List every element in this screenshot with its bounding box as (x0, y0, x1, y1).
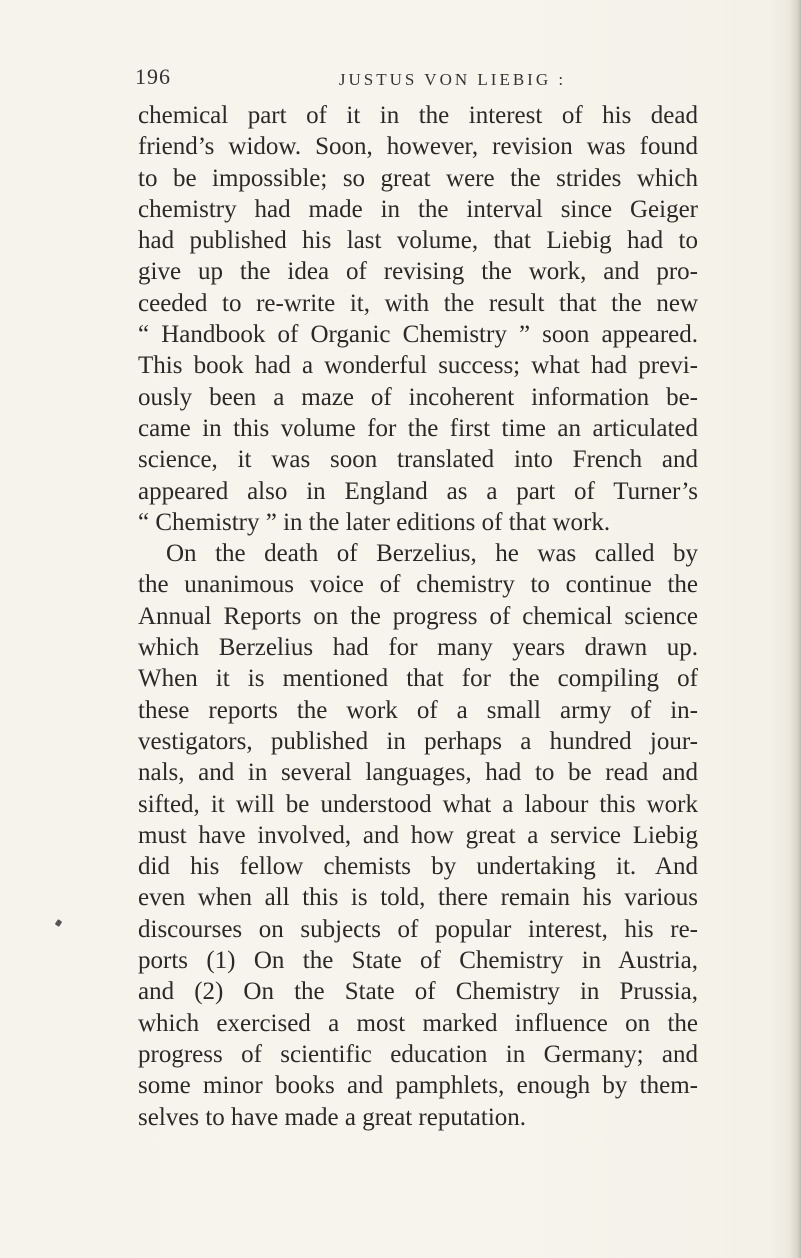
text-line: nals, and in several languages, had to be read and (138, 759, 698, 787)
text-line: even when all this is told, there remain his various (138, 884, 698, 912)
text-line: ports (1) On the State of Chemistry in Austria, (138, 947, 698, 975)
page-edge-shadow (789, 0, 801, 1258)
text-line: ceeded to re-write it, with the result that the new (138, 289, 698, 317)
running-head: JUSTUS VON LIEBIG : (338, 70, 567, 89)
text-line: progress of scientific education in Germany; and (138, 1040, 698, 1068)
text-line: chemical part of it in the interest of his dead (138, 102, 698, 129)
page-header (135, 64, 695, 104)
text-line: “ Chemistry ” in the later editions of that work. (138, 508, 611, 536)
text-line: had published his last volume, that Liebig had to (138, 227, 698, 255)
paragraph-start-line: On the death of Berzelius, he was called by (166, 540, 698, 568)
text-line: some minor books and pamphlets, enough by them- (138, 1072, 698, 1100)
text-line: This book had a wonderful success; what had previ- (138, 352, 698, 380)
ink-speck (55, 919, 63, 927)
page-number: 196 (135, 64, 171, 89)
text-line: friend’s widow. Soon, however, revision was found (138, 133, 698, 161)
text-line: give up the idea of revising the work, and pro- (138, 258, 698, 286)
text-line: “ Handbook of Organic Chemistry ” soon appeared. (138, 321, 698, 349)
text-line: discourses on subjects of popular interest, his re- (138, 915, 698, 943)
body-text (138, 100, 698, 1133)
text-line: which exercised a most marked influence on the (138, 1009, 698, 1037)
text-line: and (2) On the State of Chemistry in Prussia, (138, 978, 698, 1006)
text-line: Annual Reports on the progress of chemical science (138, 602, 698, 630)
text-line: ously been a maze of incoherent information be- (138, 383, 698, 411)
text-line: sifted, it will be understood what a labour this work (138, 790, 698, 818)
text-line: appeared also in England as a part of Turner’s (138, 477, 698, 505)
text-line: science, it was soon translated into French and (138, 446, 698, 474)
text-line: When it is mentioned that for the compiling of (138, 665, 698, 693)
text-line: came in this volume for the first time an articulated (138, 414, 698, 442)
text-line: selves to have made a great reputation. (138, 1103, 527, 1131)
text-line: to be impossible; so great were the strides which (138, 164, 698, 192)
text-line: vestigators, published in perhaps a hundred jour- (138, 727, 698, 755)
text-line: must have involved, and how great a service Liebig (138, 821, 698, 849)
text-line: chemistry had made in the interval since Geiger (138, 195, 698, 223)
text-line: which Berzelius had for many years drawn up. (138, 634, 698, 662)
text-line: the unanimous voice of chemistry to continue the (138, 571, 698, 599)
text-line: these reports the work of a small army of in- (138, 696, 698, 724)
text-line: did his fellow chemists by undertaking it. And (138, 853, 698, 881)
